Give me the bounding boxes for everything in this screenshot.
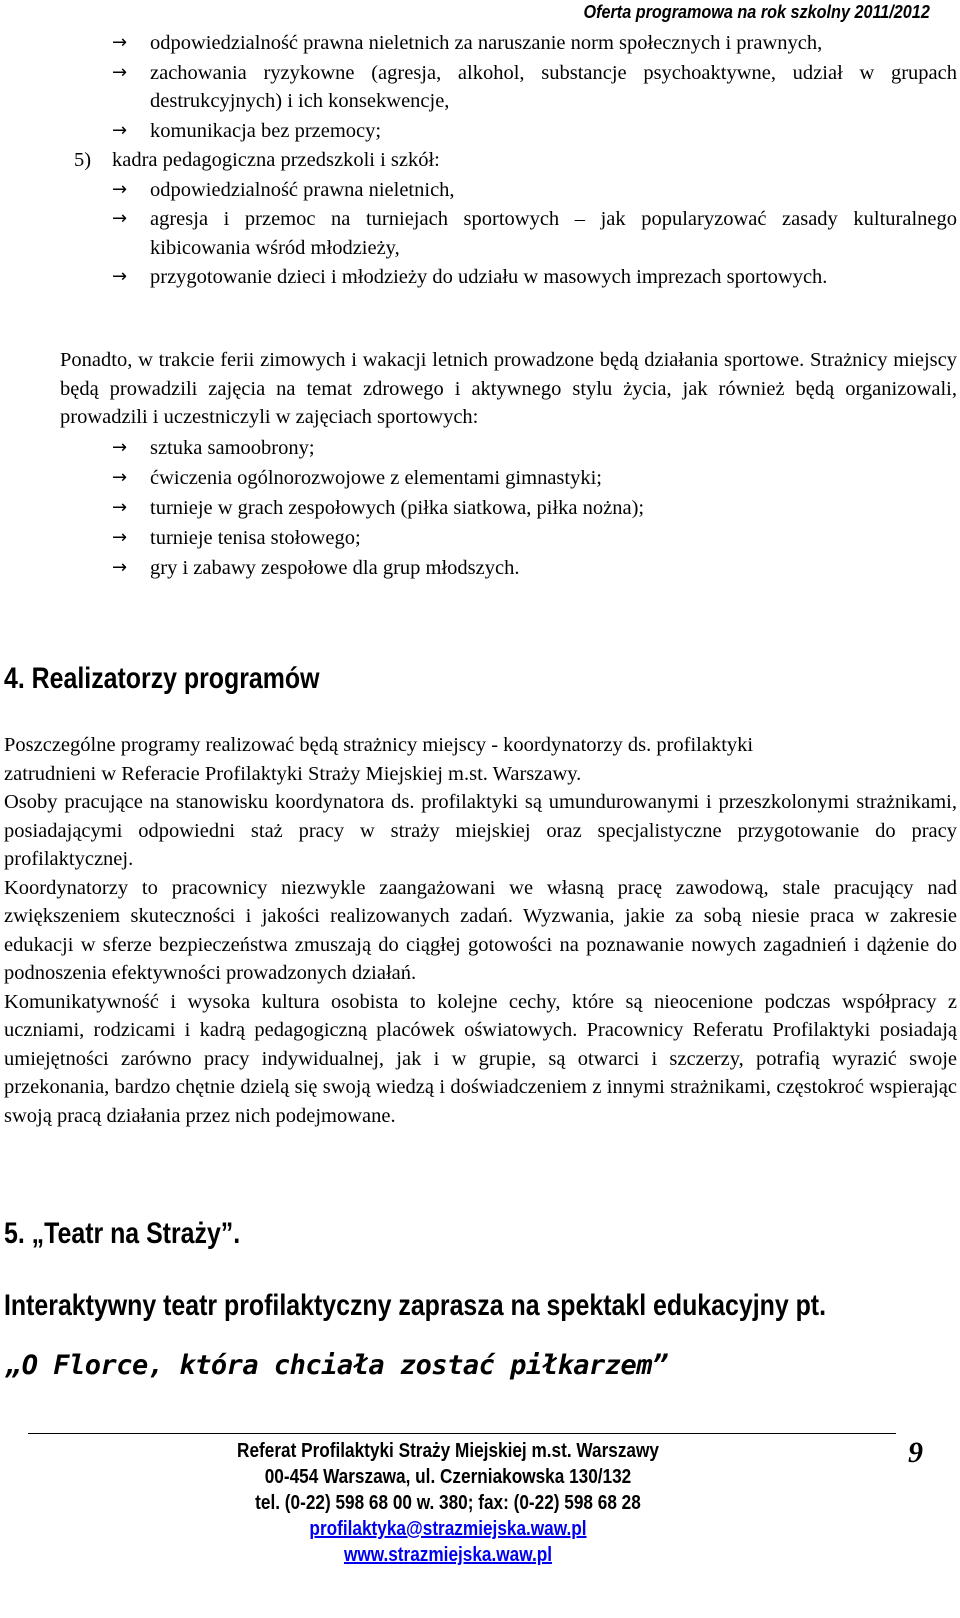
list-item: → turnieje tenisa stołowego; xyxy=(112,524,957,553)
arrow-bullet-icon: → xyxy=(112,32,128,53)
footer-website-link[interactable]: www.strazmiejska.waw.pl xyxy=(343,1544,553,1566)
paragraph: Komunikatywność i wysoka kultura osobista to kolejne cechy, które są nieocenione podczas współpracy z uczniami, rodzicami i kadrą pedagogiczną placówek oświatowych. Pracownicy Referatu Profilaktyki posiadają umiejętności zarówno pracy indywidualnej, jak i w grupie, są otwarci i szczerzy, potrafią wyrazić swoje przekonania, bardzo chętnie dzielą się swoją wiedzą i doświadczeniem z innymi strażnikami, częstokroć wspierając swoją pracą działania przez nich podejmowane. xyxy=(4,990,957,1127)
section-subheading: Interaktywny teatr profilaktyczny zaprasza na spektakl edukacyjny pt. xyxy=(4,1289,827,1322)
list-item: → odpowiedzialność prawna nieletnich, xyxy=(112,176,957,205)
paragraph: Osoby pracujące na stanowisku koordynatora ds. profilaktyki są umundurowanymi i przeszkolonymi strażnikami, posiadającymi odpowiedni staż pracy w straży miejskiej oraz specjalistyczne przygotowanie do pracy profilaktycznej. xyxy=(4,791,957,870)
section-heading: 4. Realizatorzy programów xyxy=(4,662,320,695)
list-item: → turnieje w grach zespołowych (piłka siatkowa, piłka nożna); xyxy=(112,494,957,523)
arrow-bullet-icon: → xyxy=(112,496,128,518)
list-item: → przygotowanie dzieci i młodzieży do udziału w masowych imprezach sportowych. xyxy=(112,263,957,292)
top-bullet-list xyxy=(74,29,957,293)
section-body xyxy=(4,731,957,1130)
footer-phone: tel. (0-22) 598 68 00 w. 380; fax: (0-22) 598 68 28 xyxy=(255,1492,641,1514)
arrow-bullet-icon: → xyxy=(112,266,128,287)
list-item: → agresja i przemoc na turniejach sportowych – jak popularyzować zasady kulturalnego kibicowania wśród młodzieży, xyxy=(112,205,957,262)
sports-activities-block xyxy=(60,346,957,584)
arrow-bullet-icon: → xyxy=(112,178,128,200)
show-title: „O Florce, która chciała zostać piłkarzem” xyxy=(6,1350,668,1381)
sports-bullet-list xyxy=(60,434,957,583)
list-item: → zachowania ryzykowne (agresja, alkohol, substancje psychoaktywne, udział w grupach destrukcyjnych) i ich konsekwencje, xyxy=(112,59,957,116)
footer-address: 00-454 Warszawa, ul. Czerniakowska 130/132 xyxy=(264,1466,632,1488)
list-item: → sztuka samoobrony; xyxy=(112,434,957,463)
paragraph-line: Poszczególne programy realizować będą strażnicy miejscy - koordynatorzy ds. profilaktyki xyxy=(4,734,754,756)
page-number: 9 xyxy=(908,1436,923,1469)
arrow-bullet-icon: → xyxy=(112,119,128,141)
list-item: → odpowiedzialność prawna nieletnich za naruszanie norm społecznych i prawnych, xyxy=(112,29,957,58)
section-heading: 5. „Teatr na Straży”. xyxy=(4,1217,241,1250)
footer-divider xyxy=(28,1433,896,1434)
arrow-bullet-icon: → xyxy=(112,526,128,548)
list-item: → komunikacja bez przemocy; xyxy=(112,117,957,146)
footer-org: Referat Profilaktyki Straży Miejskiej m.st. Warszawy xyxy=(237,1440,659,1462)
paragraph: Koordynatorzy to pracownicy niezwykle zaangażowani we własną pracę zawodową, stale pracujący nad zwiększeniem skuteczności i jakości realizowanych zadań. Wyzwania, jakie za sobą niesie praca w zakresie edukacji w sferze bezpieczeństwa zmuszają do ciągłej gotowości na poznawanie nowych zagadnień i dążenie do podnoszenia efektywności prowadzonych działań. xyxy=(4,876,957,984)
arrow-bullet-icon: → xyxy=(112,208,128,229)
running-header: Oferta programowa na rok szkolny 2011/2012 xyxy=(583,2,930,22)
footer xyxy=(0,1438,896,1568)
paragraph: Ponadto, w trakcie ferii zimowych i wakacji letnich prowadzone będą działania sportowe. Strażnicy miejscy będą prowadzili zajęcia na temat zdrowego i aktywnego stylu życia, jak również będą organizowali, prowadzili i uczestniczyli w zajęciach sportowych: xyxy=(60,349,957,428)
footer-email-link[interactable]: profilaktyka@strazmiejska.waw.pl xyxy=(309,1518,587,1540)
numbered-item: 5) kadra pedagogiczna przedszkoli i szkół: xyxy=(74,146,957,175)
list-item: → gry i zabawy zespołowe dla grup młodszych. xyxy=(112,554,957,583)
arrow-bullet-icon: → xyxy=(112,436,128,458)
paragraph-line: zatrudnieni w Referacie Profilaktyki Straży Miejskiej m.st. Warszawy. xyxy=(4,762,582,785)
arrow-bullet-icon: → xyxy=(112,556,128,578)
list-item: → ćwiczenia ogólnorozwojowe z elementami gimnastyki; xyxy=(112,464,957,493)
item-number: 5) xyxy=(74,149,92,171)
arrow-bullet-icon: → xyxy=(112,61,128,83)
arrow-bullet-icon: → xyxy=(112,466,128,488)
